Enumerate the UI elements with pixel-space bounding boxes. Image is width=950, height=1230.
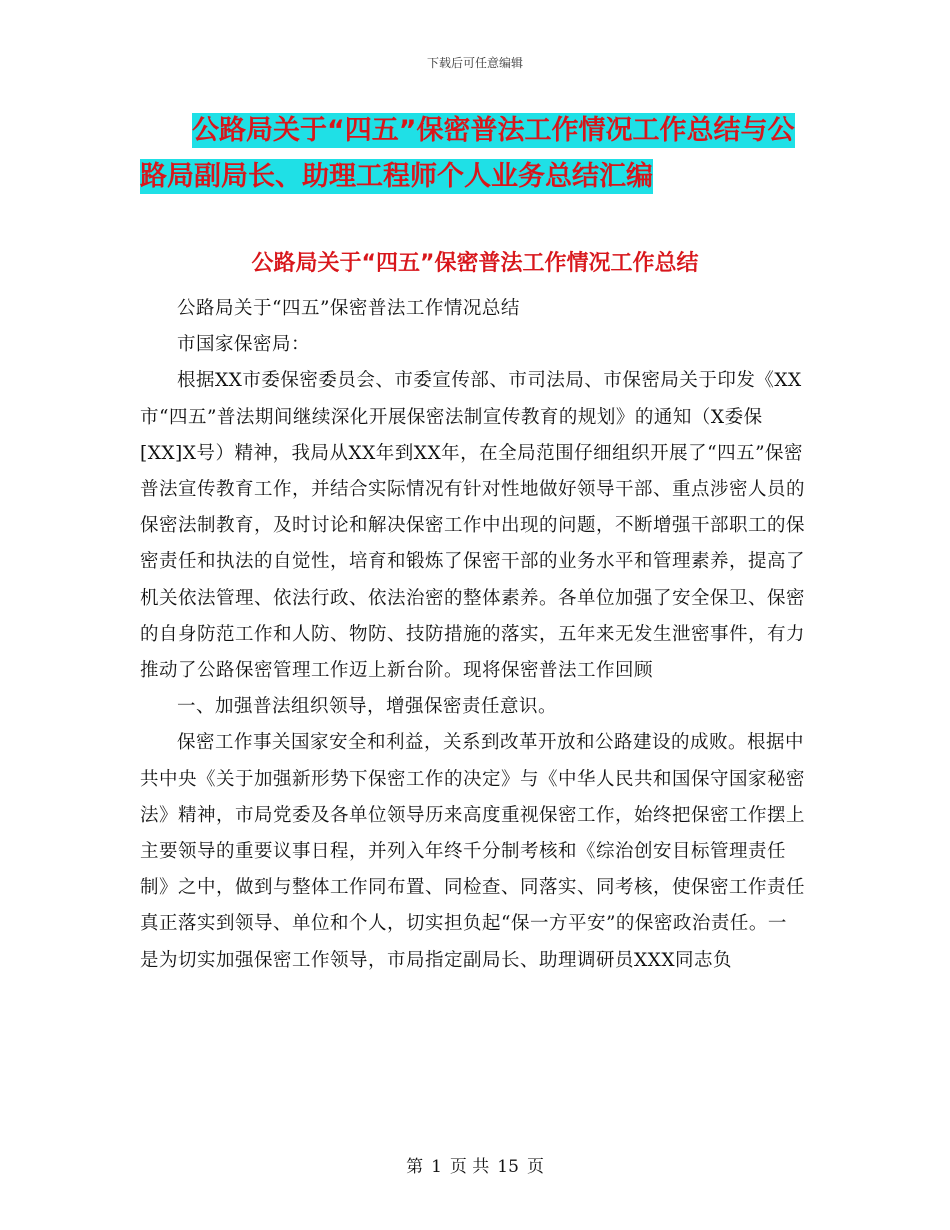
paragraph-addressee: 市国家保密局： (177, 334, 311, 356)
paragraph-section-1: 保密工作事关国家安全和利益，关系到改革开放和公路建设的成败。根据中共中央《关于加强新形势下保密工作的决定》与《中华人民共和国保守国家秘密法》精神，市局党委及各单位领导历来高度重视保密工作，始终把保密工作摆上主要领导的重要议事日程，并列入年终千分制考核和《综治创安目标管理责任制》之中，做到与整体工作同布置、同检查、同落实、同考核，使保密工作责任真正落实到领导、单位和个人，切实担负起“保一方平安”的保密政治责任。一是为切实加强保密工作领导，市局指定副局长、助理调研员XXX同志负 (140, 732, 806, 971)
main-title-line-1-text: 公路局关于“四五”保密普法工作情况工作总结与公 (192, 115, 795, 146)
main-title (140, 108, 810, 200)
paragraph-intro: 根据XX市委保密委员会、市委宣传部、市司法局、市保密局关于印发《XX市“四五”普法期间继续深化开展保密法制宣传教育的规划》的通知（X委保[XX]X号）精神，我局从XX年到XX年，在全局范围仔细组织开展了“四五”保密普法宣传教育工作，并结合实际情况有针对性地做好领导干部、重点涉密人员的保密法制教育，及时讨论和解决保密工作中出现的问题，不断增强干部职工的保密责任和执法的自觉性，培育和锻炼了保密干部的业务水平和管理素养，提高了机关依法管理、依法行政、依法治密的整体素养。各单位加强了安全保卫、保密的自身防范工作和人防、物防、技防措施的落实，五年来无发生泄密事件，有力推动了公路保密管理工作迈上新台阶。现将保密普法工作回顾 (140, 370, 806, 682)
main-title-line-1 (140, 108, 810, 154)
main-title-line-2 (140, 154, 810, 200)
paragraph-heading-1: 一、加强普法组织领导，增强保密责任意识。 (177, 696, 558, 718)
page-suffix: 页 (526, 1157, 544, 1177)
main-title-line-2-text: 路局副局长、助理工程师个人业务总结汇编 (140, 161, 653, 192)
section-title: 公路局关于“四五”保密普法工作情况工作总结 (251, 251, 699, 276)
page-prefix: 第 (406, 1157, 424, 1177)
page-total: 15 (497, 1157, 519, 1177)
paragraph-subtitle: 公路局关于“四五”保密普法工作情况总结 (177, 298, 520, 319)
page-number-footer (0, 1152, 950, 1177)
page-mid: 页 共 (449, 1157, 490, 1177)
document-body (140, 291, 805, 979)
page-current: 1 (431, 1157, 442, 1177)
header-note: 下载后可任意编辑 (426, 56, 523, 70)
